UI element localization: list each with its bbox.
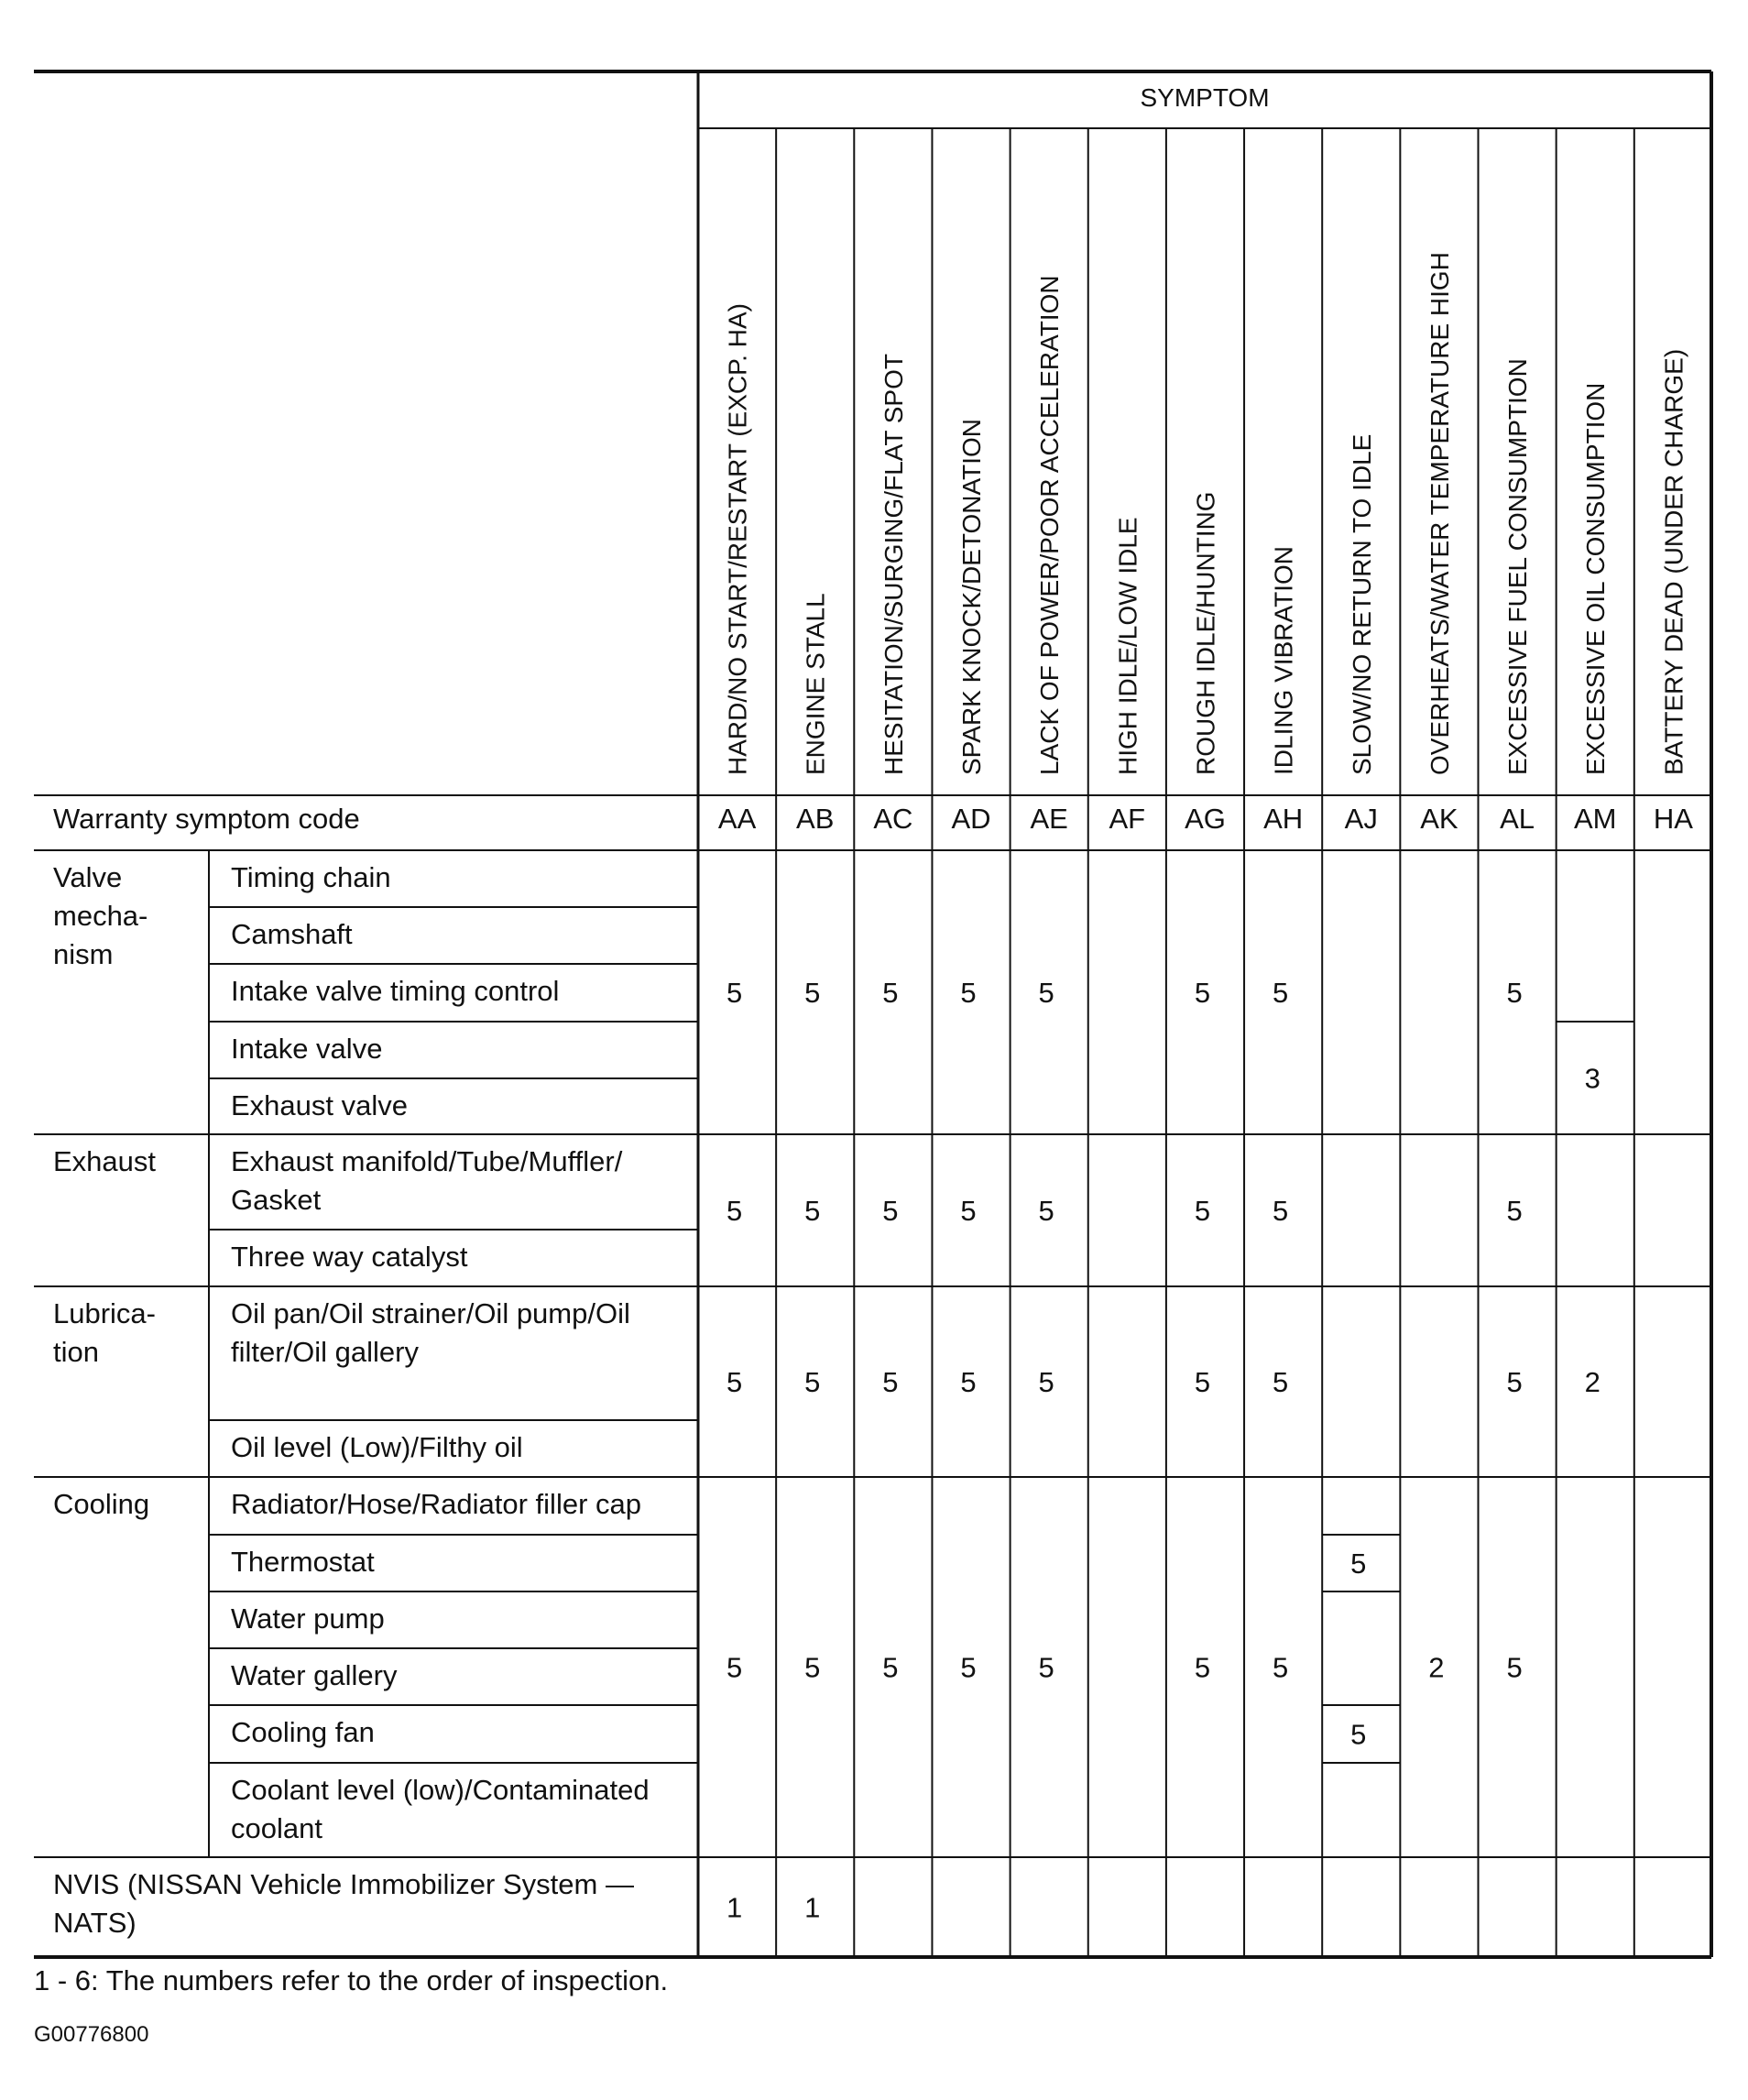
inspection-order-am: 2 xyxy=(1584,1366,1601,1398)
inspection-order-ah: 5 xyxy=(1273,977,1289,1009)
part-name: Oil level (Low)/Filthy oil xyxy=(231,1431,523,1463)
inspection-order-ae: 5 xyxy=(1038,1195,1054,1227)
figure-id: G00776800 xyxy=(34,2022,149,2047)
inspection-order-ac: 5 xyxy=(882,977,899,1009)
inspection-order-aa: 5 xyxy=(726,1651,743,1684)
inspection-order-ah: 5 xyxy=(1273,1195,1289,1227)
inspection-order-ab: 5 xyxy=(804,1195,821,1227)
symptom-name-aa: HARD/NO START/RESTART (EXCP. HA) xyxy=(723,303,752,775)
inspection-order-ag: 5 xyxy=(1194,1195,1211,1227)
group-name: nism xyxy=(53,938,114,970)
part-name: Thermostat xyxy=(231,1546,375,1578)
part-name: Intake valve xyxy=(231,1033,383,1065)
symptom-name-ab: ENGINE STALL xyxy=(801,593,830,775)
symptom-code-am: AM xyxy=(1573,803,1617,835)
group-name: mecha- xyxy=(53,900,148,932)
inspection-order-ab: 5 xyxy=(804,977,821,1009)
inspection-order-aa: 1 xyxy=(726,1891,743,1924)
symptom-name-ah: IDLING VIBRATION xyxy=(1269,546,1298,775)
part-name: coolant xyxy=(231,1812,322,1844)
inspection-order-ab: 1 xyxy=(804,1891,821,1924)
inspection-order-ab: 5 xyxy=(804,1366,821,1398)
part-name: Radiator/Hose/Radiator filler cap xyxy=(231,1488,641,1520)
inspection-order-ae: 5 xyxy=(1038,1366,1054,1398)
group-name: Lubrica- xyxy=(53,1297,156,1329)
symptom-name-aj: SLOW/NO RETURN TO IDLE xyxy=(1347,433,1376,775)
inspection-order-ac: 5 xyxy=(882,1651,899,1684)
part-name: Exhaust valve xyxy=(231,1089,408,1121)
inspection-order-aa: 5 xyxy=(726,1195,743,1227)
group-name: Exhaust xyxy=(53,1145,157,1177)
inspection-order-aa: 5 xyxy=(726,1366,743,1398)
inspection-order-ag: 5 xyxy=(1194,977,1211,1009)
symptom-code-aj: AJ xyxy=(1344,803,1378,835)
symptom-name-ak: OVERHEATS/WATER TEMPERATURE HIGH xyxy=(1425,252,1454,775)
part-name: Water pump xyxy=(231,1602,385,1635)
symptom-name-al: EXCESSIVE FUEL CONSUMPTION xyxy=(1503,358,1533,775)
inspection-order-ad: 5 xyxy=(960,977,977,1009)
symptom-code-ha: HA xyxy=(1653,803,1693,835)
symptom-code-ae: AE xyxy=(1030,803,1068,835)
inspection-order-al: 5 xyxy=(1506,1195,1523,1227)
inspection-order-ag: 5 xyxy=(1194,1366,1211,1398)
part-name: Timing chain xyxy=(231,861,391,893)
inspection-order-aj: 5 xyxy=(1350,1718,1367,1751)
part-name: Coolant level (low)/Contaminated xyxy=(231,1774,650,1806)
inspection-order-ad: 5 xyxy=(960,1651,977,1684)
inspection-order-ak: 2 xyxy=(1428,1651,1445,1684)
symptom-code-al: AL xyxy=(1500,803,1535,835)
footnote: 1 - 6: The numbers refer to the order of inspection. xyxy=(34,1964,669,1996)
group-name: NVIS (NISSAN Vehicle Immobilizer System — xyxy=(53,1868,634,1900)
part-name: Exhaust manifold/Tube/Muffler/ xyxy=(231,1145,623,1177)
symptom-name-ac: HESITATION/SURGING/FLAT SPOT xyxy=(879,354,908,775)
inspection-order-ad: 5 xyxy=(960,1366,977,1398)
part-name: Gasket xyxy=(231,1184,322,1216)
inspection-order-ah: 5 xyxy=(1273,1366,1289,1398)
inspection-order-aj: 5 xyxy=(1350,1548,1367,1580)
inspection-order-am: 3 xyxy=(1584,1062,1601,1095)
group-name: Valve xyxy=(53,861,123,893)
symptom-code-ad: AD xyxy=(951,803,991,835)
symptom-header: SYMPTOM xyxy=(1140,83,1270,112)
symptom-name-af: HIGH IDLE/LOW IDLE xyxy=(1113,517,1142,775)
symptom-code-ag: AG xyxy=(1185,803,1226,835)
warranty-symptom-code-label: Warranty symptom code xyxy=(53,803,360,835)
part-name: Oil pan/Oil strainer/Oil pump/Oil xyxy=(231,1297,630,1329)
inspection-order-ac: 5 xyxy=(882,1366,899,1398)
symptom-code-ab: AB xyxy=(796,803,835,835)
inspection-order-ac: 5 xyxy=(882,1195,899,1227)
symptom-code-ak: AK xyxy=(1420,803,1458,835)
symptom-name-ad: SPARK KNOCK/DETONATION xyxy=(957,419,987,775)
part-name: Camshaft xyxy=(231,918,353,950)
inspection-order-ab: 5 xyxy=(804,1651,821,1684)
symptom-name-am: EXCESSIVE OIL CONSUMPTION xyxy=(1581,382,1611,775)
inspection-order-ae: 5 xyxy=(1038,977,1054,1009)
part-name: Three way catalyst xyxy=(231,1241,468,1273)
inspection-order-ag: 5 xyxy=(1194,1651,1211,1684)
group-name: tion xyxy=(53,1336,99,1368)
symptom-code-ac: AC xyxy=(873,803,913,835)
inspection-order-ae: 5 xyxy=(1038,1651,1054,1684)
part-name: filter/Oil gallery xyxy=(231,1336,419,1368)
inspection-order-al: 5 xyxy=(1506,977,1523,1009)
inspection-order-ah: 5 xyxy=(1273,1651,1289,1684)
part-name: Intake valve timing control xyxy=(231,975,560,1007)
group-name: Cooling xyxy=(53,1488,150,1520)
part-name: Cooling fan xyxy=(231,1716,375,1748)
inspection-order-al: 5 xyxy=(1506,1366,1523,1398)
symptom-code-ah: AH xyxy=(1263,803,1304,835)
symptom-code-aa: AA xyxy=(717,803,757,835)
inspection-order-ad: 5 xyxy=(960,1195,977,1227)
group-name: NATS) xyxy=(53,1907,137,1939)
inspection-order-aa: 5 xyxy=(726,977,743,1009)
symptom-name-ae: LACK OF POWER/POOR ACCELERATION xyxy=(1035,275,1065,775)
symptom-name-ha: BATTERY DEAD (UNDER CHARGE) xyxy=(1659,348,1688,775)
inspection-order-al: 5 xyxy=(1506,1651,1523,1684)
symptom-code-af: AF xyxy=(1109,803,1146,835)
part-name: Water gallery xyxy=(231,1659,398,1691)
symptom-name-ag: ROUGH IDLE/HUNTING xyxy=(1191,491,1220,775)
